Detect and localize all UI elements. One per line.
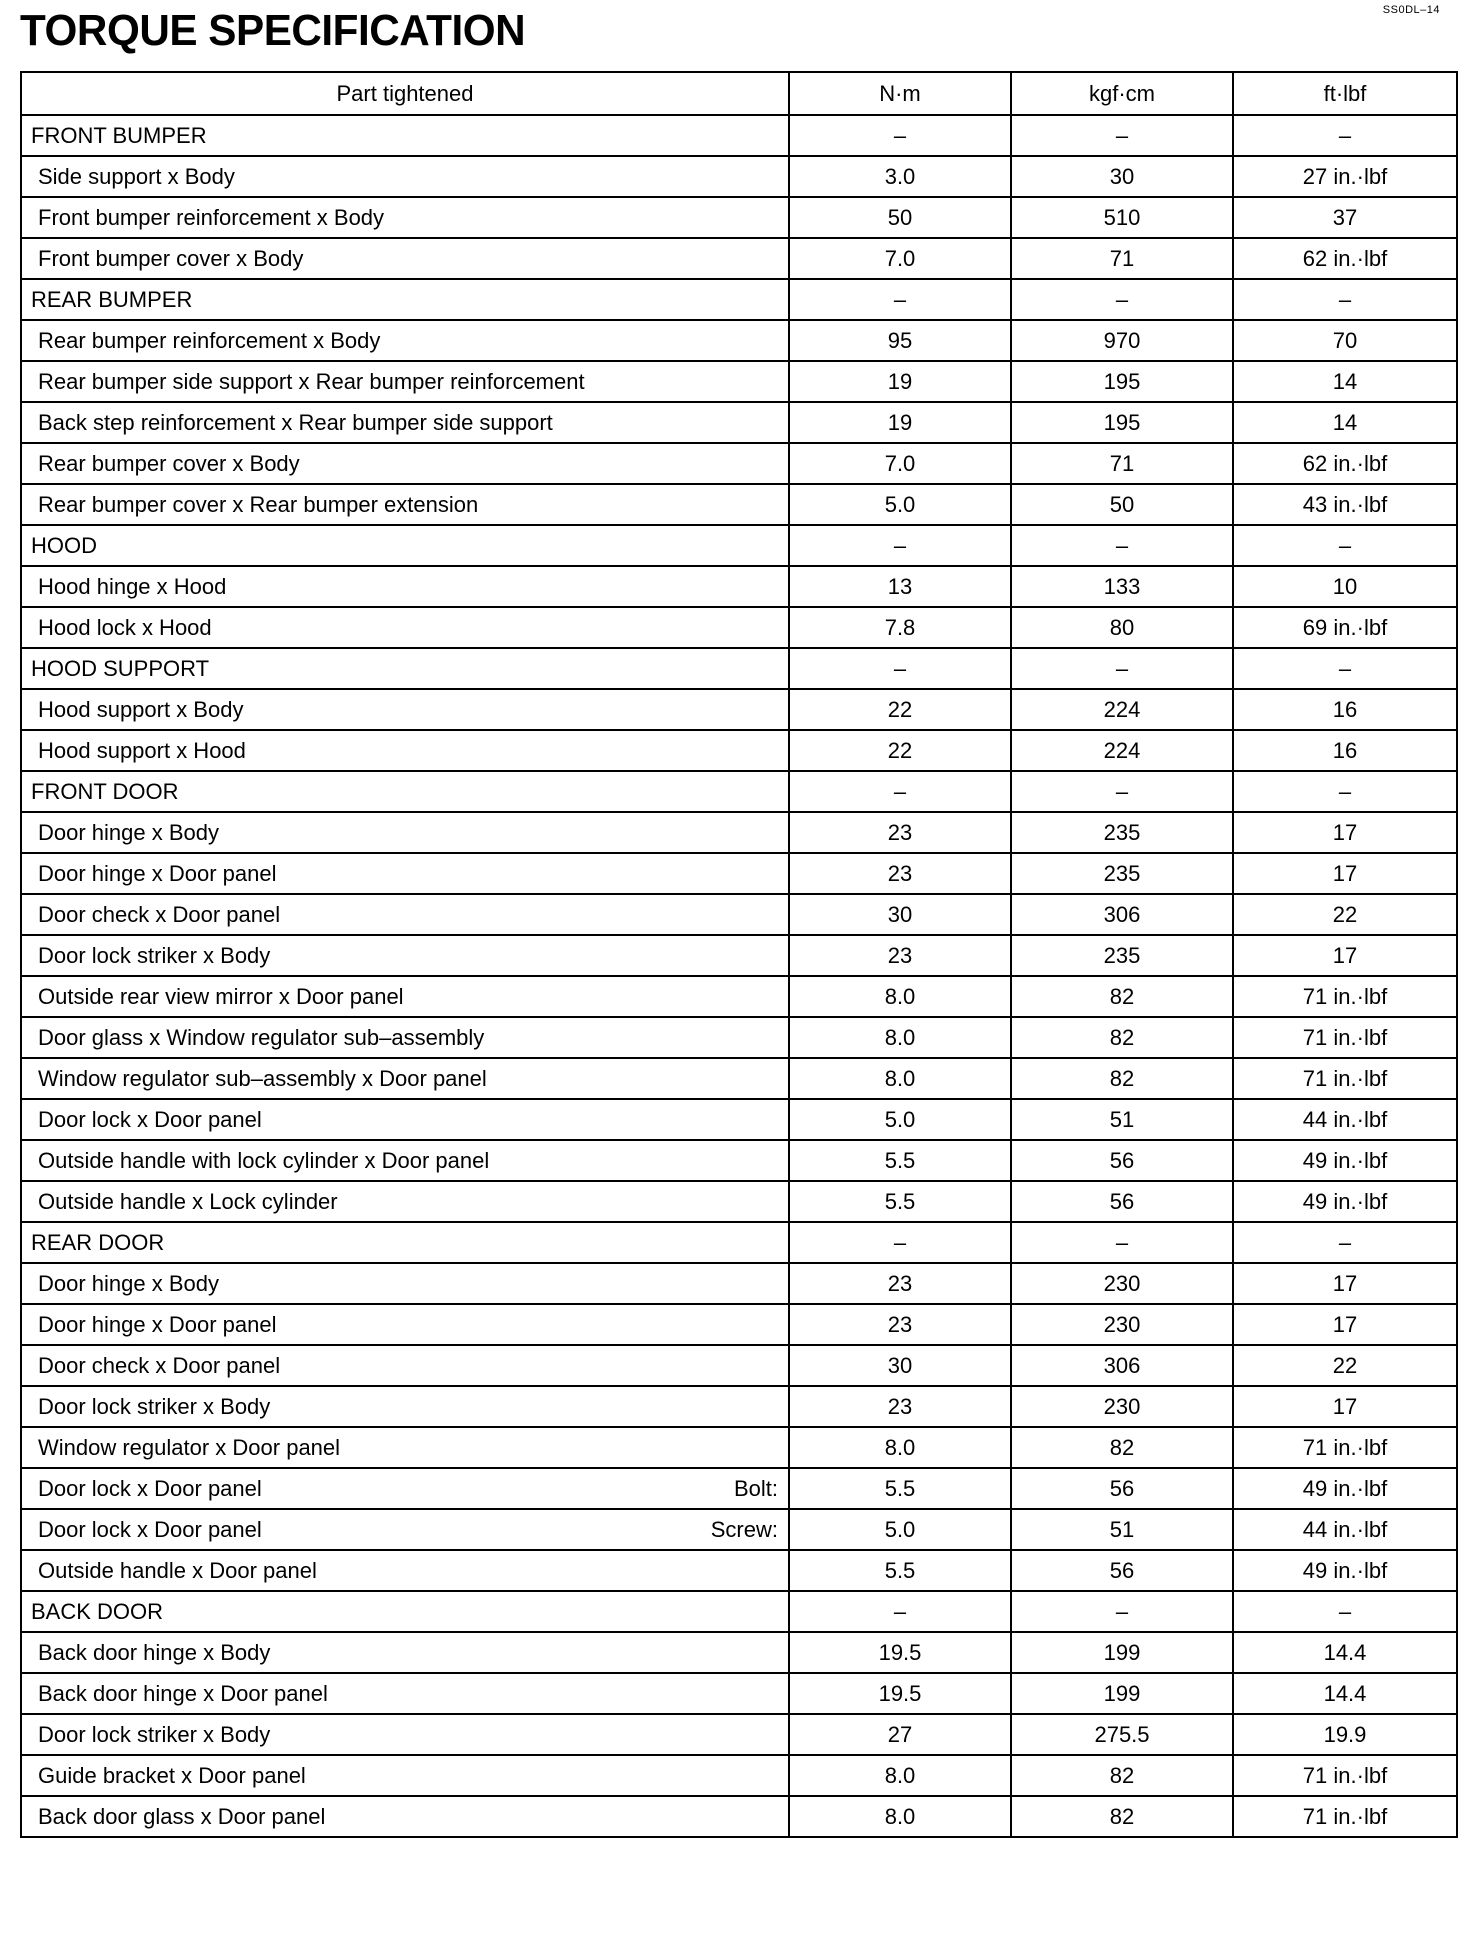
ftlbf-value: 10 — [1233, 566, 1457, 607]
part-name: Side support x Body — [38, 163, 235, 189]
kgfcm-value: 71 — [1011, 238, 1233, 279]
part-name: Outside handle x Door panel — [38, 1557, 317, 1583]
ftlbf-value: 14 — [1233, 402, 1457, 443]
nm-value: – — [789, 525, 1011, 566]
part-cell — [21, 1058, 789, 1099]
ftlbf-value: – — [1233, 648, 1457, 689]
kgfcm-value: 235 — [1011, 935, 1233, 976]
kgfcm-value: 235 — [1011, 853, 1233, 894]
section-row — [21, 115, 1457, 156]
section-row — [21, 279, 1457, 320]
part-name: Back door glass x Door panel — [38, 1803, 326, 1829]
kgfcm-value: 56 — [1011, 1140, 1233, 1181]
kgfcm-value: 56 — [1011, 1550, 1233, 1591]
kgfcm-value: 970 — [1011, 320, 1233, 361]
table-row — [21, 156, 1457, 197]
nm-value: 5.5 — [789, 1140, 1011, 1181]
part-cell — [21, 771, 789, 812]
part-cell — [21, 1796, 789, 1837]
part-name: Door lock striker x Body — [38, 1721, 271, 1747]
part-cell — [21, 1345, 789, 1386]
part-cell — [21, 1140, 789, 1181]
nm-value: 3.0 — [789, 156, 1011, 197]
table-row — [21, 320, 1457, 361]
ftlbf-value: 17 — [1233, 853, 1457, 894]
nm-value: 8.0 — [789, 1796, 1011, 1837]
kgfcm-value: 71 — [1011, 443, 1233, 484]
part-cell — [21, 1714, 789, 1755]
table-row — [21, 689, 1457, 730]
page-title: TORQUE SPECIFICATION — [20, 6, 526, 55]
nm-value: 5.5 — [789, 1468, 1011, 1509]
kgfcm-value: 199 — [1011, 1673, 1233, 1714]
nm-value: – — [789, 771, 1011, 812]
nm-value: 5.0 — [789, 484, 1011, 525]
nm-value: 23 — [789, 853, 1011, 894]
part-name: Door check x Door panel — [38, 1352, 281, 1378]
table-row — [21, 853, 1457, 894]
section-label: FRONT DOOR — [31, 778, 179, 804]
ftlbf-value: 14 — [1233, 361, 1457, 402]
nm-value: 19 — [789, 361, 1011, 402]
header-part-tightened: Part tightened — [21, 72, 789, 115]
part-cell — [21, 361, 789, 402]
document-code: SS0DL–14 — [1382, 4, 1440, 16]
kgfcm-value: 195 — [1011, 361, 1233, 402]
section-label: HOOD — [31, 532, 97, 558]
table-row — [21, 894, 1457, 935]
header-ftlbf: ft·lbf — [1233, 72, 1457, 115]
part-cell — [21, 1099, 789, 1140]
table-row — [21, 935, 1457, 976]
ftlbf-value: 49 in.·lbf — [1233, 1181, 1457, 1222]
part-cell — [21, 484, 789, 525]
part-name: Guide bracket x Door panel — [38, 1762, 306, 1788]
nm-value: 8.0 — [789, 1755, 1011, 1796]
kgfcm-value: 230 — [1011, 1263, 1233, 1304]
ftlbf-value: 14.4 — [1233, 1673, 1457, 1714]
nm-value: 8.0 — [789, 1427, 1011, 1468]
part-cell — [21, 566, 789, 607]
ftlbf-value: 14.4 — [1233, 1632, 1457, 1673]
nm-value: 23 — [789, 812, 1011, 853]
table-header-row — [21, 72, 1457, 115]
table-row — [21, 1632, 1457, 1673]
part-name: Door lock striker x Body — [38, 942, 271, 968]
part-name: Back door hinge x Door panel — [38, 1680, 328, 1706]
ftlbf-value: 62 in.·lbf — [1233, 238, 1457, 279]
ftlbf-value: – — [1233, 115, 1457, 156]
part-cell — [21, 115, 789, 156]
table-row — [21, 1550, 1457, 1591]
part-cell — [21, 1017, 789, 1058]
part-cell — [21, 402, 789, 443]
part-name: Hood support x Hood — [38, 737, 246, 763]
ftlbf-value: 22 — [1233, 1345, 1457, 1386]
part-cell — [21, 279, 789, 320]
kgfcm-value: 56 — [1011, 1468, 1233, 1509]
part-name: Rear bumper side support x Rear bumper reinforcement — [38, 368, 585, 394]
table-row — [21, 1673, 1457, 1714]
part-name: Door glass x Window regulator sub–assembly — [38, 1024, 485, 1050]
kgfcm-value: 82 — [1011, 1427, 1233, 1468]
table-row — [21, 402, 1457, 443]
ftlbf-value: – — [1233, 1222, 1457, 1263]
part-cell — [21, 935, 789, 976]
torque-table — [20, 71, 1458, 1838]
header-kgfcm: kgf·cm — [1011, 72, 1233, 115]
kgfcm-value: 230 — [1011, 1304, 1233, 1345]
nm-value: 5.0 — [789, 1099, 1011, 1140]
ftlbf-value: 16 — [1233, 689, 1457, 730]
table-row — [21, 730, 1457, 771]
kgfcm-value: 230 — [1011, 1386, 1233, 1427]
ftlbf-value: 22 — [1233, 894, 1457, 935]
ftlbf-value: 49 in.·lbf — [1233, 1140, 1457, 1181]
part-cell — [21, 1673, 789, 1714]
nm-value: 22 — [789, 689, 1011, 730]
section-label: FRONT BUMPER — [31, 122, 207, 148]
nm-value: 5.0 — [789, 1509, 1011, 1550]
table-row — [21, 1058, 1457, 1099]
kgfcm-value: 82 — [1011, 976, 1233, 1017]
part-cell — [21, 156, 789, 197]
nm-value: 7.0 — [789, 238, 1011, 279]
part-name: Rear bumper reinforcement x Body — [38, 327, 381, 353]
ftlbf-value: – — [1233, 771, 1457, 812]
part-name: Rear bumper cover x Body — [38, 450, 300, 476]
header-nm: N·m — [789, 72, 1011, 115]
section-label: REAR DOOR — [31, 1229, 165, 1255]
part-cell — [21, 1222, 789, 1263]
table-body — [21, 115, 1457, 1837]
part-cell — [21, 1427, 789, 1468]
nm-value: 8.0 — [789, 1017, 1011, 1058]
nm-value: 5.5 — [789, 1181, 1011, 1222]
nm-value: – — [789, 648, 1011, 689]
table-row — [21, 1263, 1457, 1304]
table-row — [21, 361, 1457, 402]
ftlbf-value: 69 in.·lbf — [1233, 607, 1457, 648]
ftlbf-value: 17 — [1233, 812, 1457, 853]
part-cell — [21, 689, 789, 730]
table-row — [21, 607, 1457, 648]
table-row — [21, 1755, 1457, 1796]
section-row — [21, 525, 1457, 566]
table-row — [21, 197, 1457, 238]
section-label: BACK DOOR — [31, 1598, 164, 1624]
part-name: Outside handle with lock cylinder x Door panel — [38, 1147, 490, 1173]
table-row — [21, 1099, 1457, 1140]
kgfcm-value: 199 — [1011, 1632, 1233, 1673]
nm-value: 19.5 — [789, 1632, 1011, 1673]
kgfcm-value: – — [1011, 525, 1233, 566]
part-cell — [21, 525, 789, 566]
ftlbf-value: 43 in.·lbf — [1233, 484, 1457, 525]
kgfcm-value: – — [1011, 279, 1233, 320]
table-row — [21, 1468, 1457, 1509]
kgfcm-value: 275.5 — [1011, 1714, 1233, 1755]
part-name: Front bumper cover x Body — [38, 245, 304, 271]
part-cell — [21, 1181, 789, 1222]
kgfcm-value: – — [1011, 115, 1233, 156]
kgfcm-value: 30 — [1011, 156, 1233, 197]
section-row — [21, 771, 1457, 812]
part-cell — [21, 1509, 789, 1550]
kgfcm-value: 510 — [1011, 197, 1233, 238]
ftlbf-value: 71 in.·lbf — [1233, 1796, 1457, 1837]
nm-value: 23 — [789, 935, 1011, 976]
part-name: Door hinge x Door panel — [38, 1311, 277, 1337]
ftlbf-value: 44 in.·lbf — [1233, 1099, 1457, 1140]
nm-value: 23 — [789, 1263, 1011, 1304]
part-name: Door hinge x Body — [38, 1270, 219, 1296]
nm-value: 13 — [789, 566, 1011, 607]
part-name: Door lock striker x Body — [38, 1393, 271, 1419]
nm-value: 95 — [789, 320, 1011, 361]
table-row — [21, 484, 1457, 525]
table-row — [21, 1345, 1457, 1386]
section-row — [21, 648, 1457, 689]
part-name: Rear bumper cover x Rear bumper extension — [38, 491, 479, 517]
kgfcm-value: 82 — [1011, 1017, 1233, 1058]
part-name: Outside handle x Lock cylinder — [38, 1188, 338, 1214]
nm-value: – — [789, 115, 1011, 156]
part-cell — [21, 812, 789, 853]
part-cell — [21, 1386, 789, 1427]
nm-value: 7.8 — [789, 607, 1011, 648]
ftlbf-value: 49 in.·lbf — [1233, 1550, 1457, 1591]
nm-value: 8.0 — [789, 1058, 1011, 1099]
part-name: Front bumper reinforcement x Body — [38, 204, 385, 230]
table-row — [21, 1427, 1457, 1468]
kgfcm-value: 306 — [1011, 1345, 1233, 1386]
nm-value: 19 — [789, 402, 1011, 443]
nm-value: 19.5 — [789, 1673, 1011, 1714]
ftlbf-value: 17 — [1233, 1386, 1457, 1427]
nm-value: – — [789, 1222, 1011, 1263]
part-cell — [21, 443, 789, 484]
kgfcm-value: 133 — [1011, 566, 1233, 607]
nm-value: 30 — [789, 894, 1011, 935]
fastener-note: Bolt: — [733, 1475, 778, 1501]
part-name: Door check x Door panel — [38, 901, 281, 927]
part-cell — [21, 1755, 789, 1796]
part-cell — [21, 1304, 789, 1345]
table-row — [21, 443, 1457, 484]
ftlbf-value: – — [1233, 1591, 1457, 1632]
part-name: Door lock x Door panel — [38, 1106, 262, 1132]
ftlbf-value: – — [1233, 525, 1457, 566]
table-row — [21, 238, 1457, 279]
kgfcm-value: – — [1011, 1222, 1233, 1263]
part-name: Hood hinge x Hood — [38, 573, 227, 599]
part-cell — [21, 1591, 789, 1632]
ftlbf-value: 70 — [1233, 320, 1457, 361]
section-label: REAR BUMPER — [31, 286, 193, 312]
part-cell — [21, 238, 789, 279]
kgfcm-value: – — [1011, 771, 1233, 812]
part-name: Door hinge x Body — [38, 819, 219, 845]
nm-value: 7.0 — [789, 443, 1011, 484]
kgfcm-value: 306 — [1011, 894, 1233, 935]
ftlbf-value: 17 — [1233, 935, 1457, 976]
nm-value: 5.5 — [789, 1550, 1011, 1591]
kgfcm-value: 82 — [1011, 1796, 1233, 1837]
ftlbf-value: 49 in.·lbf — [1233, 1468, 1457, 1509]
part-cell — [21, 1468, 789, 1509]
kgfcm-value: 82 — [1011, 1058, 1233, 1099]
ftlbf-value: 71 in.·lbf — [1233, 1017, 1457, 1058]
nm-value: 22 — [789, 730, 1011, 771]
table-row — [21, 976, 1457, 1017]
kgfcm-value: 224 — [1011, 689, 1233, 730]
kgfcm-value: 51 — [1011, 1509, 1233, 1550]
part-cell — [21, 894, 789, 935]
part-cell — [21, 648, 789, 689]
section-label: HOOD SUPPORT — [31, 655, 210, 681]
kgfcm-value: – — [1011, 648, 1233, 689]
part-name: Back door hinge x Body — [38, 1639, 271, 1665]
part-name: Outside rear view mirror x Door panel — [38, 983, 404, 1009]
ftlbf-value: 44 in.·lbf — [1233, 1509, 1457, 1550]
part-cell — [21, 976, 789, 1017]
kgfcm-value: 56 — [1011, 1181, 1233, 1222]
ftlbf-value: 19.9 — [1233, 1714, 1457, 1755]
part-cell — [21, 197, 789, 238]
fastener-note: Screw: — [710, 1516, 778, 1542]
part-cell — [21, 1632, 789, 1673]
table-row — [21, 1140, 1457, 1181]
ftlbf-value: 27 in.·lbf — [1233, 156, 1457, 197]
table-row — [21, 812, 1457, 853]
part-name: Window regulator x Door panel — [38, 1434, 341, 1460]
nm-value: 30 — [789, 1345, 1011, 1386]
nm-value: – — [789, 279, 1011, 320]
part-cell — [21, 853, 789, 894]
part-name: Hood lock x Hood — [38, 614, 212, 640]
part-cell — [21, 320, 789, 361]
part-name: Door lock x Door panel — [38, 1475, 262, 1501]
table-row — [21, 1386, 1457, 1427]
kgfcm-value: 195 — [1011, 402, 1233, 443]
part-cell — [21, 1263, 789, 1304]
nm-value: 50 — [789, 197, 1011, 238]
kgfcm-value: 224 — [1011, 730, 1233, 771]
ftlbf-value: 71 in.·lbf — [1233, 1755, 1457, 1796]
section-row — [21, 1591, 1457, 1632]
table-row — [21, 566, 1457, 607]
part-cell — [21, 730, 789, 771]
kgfcm-value: – — [1011, 1591, 1233, 1632]
ftlbf-value: 37 — [1233, 197, 1457, 238]
part-name: Window regulator sub–assembly x Door panel — [38, 1065, 487, 1091]
kgfcm-value: 235 — [1011, 812, 1233, 853]
nm-value: 23 — [789, 1304, 1011, 1345]
table-row — [21, 1796, 1457, 1837]
table-row — [21, 1304, 1457, 1345]
ftlbf-value: 16 — [1233, 730, 1457, 771]
kgfcm-value: 51 — [1011, 1099, 1233, 1140]
nm-value: 23 — [789, 1386, 1011, 1427]
ftlbf-value: 17 — [1233, 1263, 1457, 1304]
table-row — [21, 1017, 1457, 1058]
ftlbf-value: 71 in.·lbf — [1233, 976, 1457, 1017]
nm-value: – — [789, 1591, 1011, 1632]
part-name: Hood support x Body — [38, 696, 244, 722]
ftlbf-value: 17 — [1233, 1304, 1457, 1345]
kgfcm-value: 80 — [1011, 607, 1233, 648]
table-row — [21, 1181, 1457, 1222]
table-row — [21, 1509, 1457, 1550]
kgfcm-value: 50 — [1011, 484, 1233, 525]
nm-value: 8.0 — [789, 976, 1011, 1017]
section-row — [21, 1222, 1457, 1263]
part-cell — [21, 607, 789, 648]
ftlbf-value: 71 in.·lbf — [1233, 1058, 1457, 1099]
ftlbf-value: – — [1233, 279, 1457, 320]
part-name: Door hinge x Door panel — [38, 860, 277, 886]
kgfcm-value: 82 — [1011, 1755, 1233, 1796]
ftlbf-value: 71 in.·lbf — [1233, 1427, 1457, 1468]
nm-value: 27 — [789, 1714, 1011, 1755]
part-cell — [21, 1550, 789, 1591]
ftlbf-value: 62 in.·lbf — [1233, 443, 1457, 484]
part-name: Back step reinforcement x Rear bumper side support — [38, 409, 553, 435]
table-row — [21, 1714, 1457, 1755]
part-name: Door lock x Door panel — [38, 1516, 262, 1542]
